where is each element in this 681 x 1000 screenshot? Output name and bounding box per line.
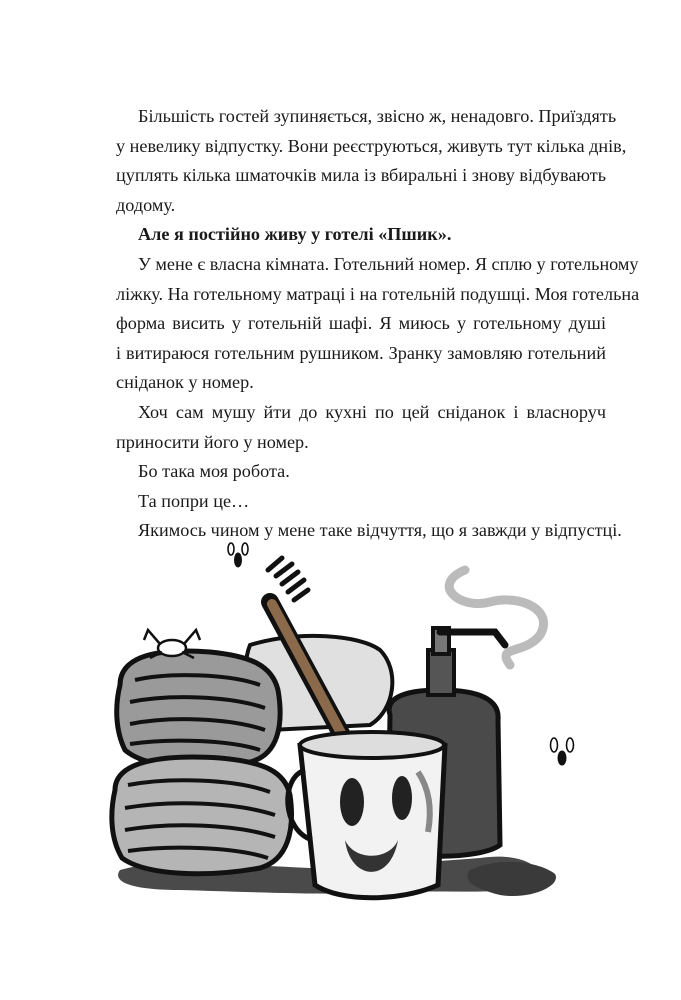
text-line: У мене є власна кімната. Готельний номер. Я сплю у готельному xyxy=(138,253,639,274)
text-line: і витираюся готельним рушником. Зранку замовляю готельний xyxy=(116,342,606,363)
fly-icon xyxy=(551,738,574,765)
text-line: сніданок у номер. xyxy=(116,372,254,393)
fly-icon xyxy=(228,543,248,567)
text-line: Та попри це… xyxy=(138,490,250,511)
text-line: цуплять кілька шматочків мила із вбиральні і знову відбувають xyxy=(116,165,606,186)
text-line: приносити його у номер. xyxy=(116,431,309,452)
towel-stack-lower xyxy=(112,757,292,874)
toothbrush-cup-icon xyxy=(288,732,445,898)
text-line: форма висить у готельній шафі. Я миюсь у готельному душі xyxy=(116,313,606,334)
text-line: Хоч сам мушу йти до кухні по цей сніданок і власноруч xyxy=(138,401,606,422)
text-line: Бо така моя робота. xyxy=(138,461,290,482)
text-line: ліжку. На готельному матраці і на готельній подушці. Моя готельна xyxy=(116,283,640,304)
text-line: у невелику відпустку. Вони реєструються, живуть тут кілька днів, xyxy=(116,135,627,156)
body-text xyxy=(116,102,640,546)
text-line: додому. xyxy=(116,194,176,215)
steam-swirl xyxy=(449,570,543,665)
text-line: Більшість гостей зупиняється, звісно ж, ненадовго. Приїздять xyxy=(138,106,617,126)
bold-text-line: Але я постійно живу у готелі «Пшик». xyxy=(138,224,452,245)
towel-stack-upper xyxy=(117,651,280,767)
bathroom-still-life-illustration xyxy=(100,540,600,940)
text-line: Якимось чином у мене таке відчуття, що я завжди у відпустці. xyxy=(138,520,622,541)
